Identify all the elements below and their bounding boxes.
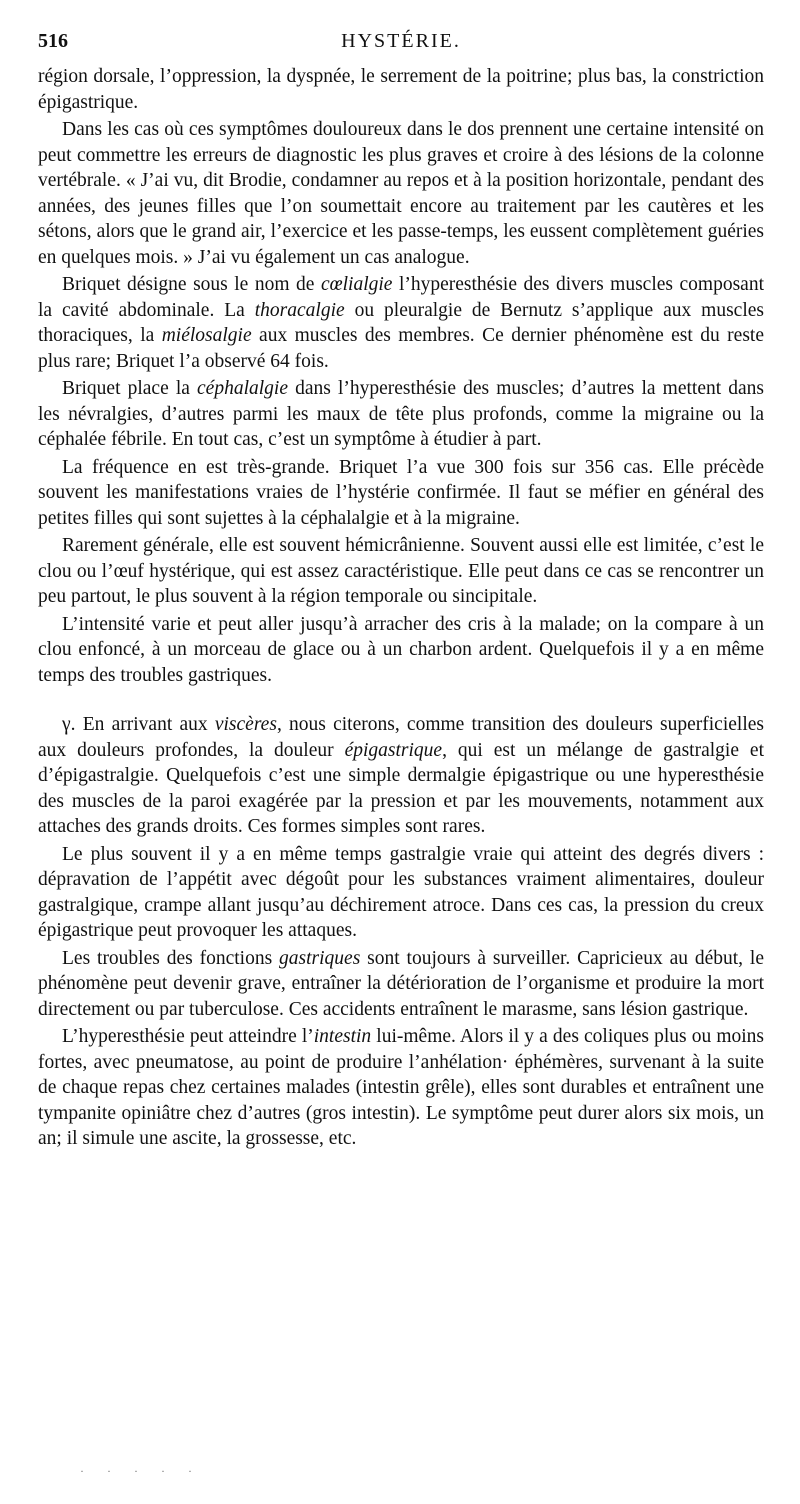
- paragraph: L’intensité varie et peut aller jusqu’à arracher des cris à la malade; on la compare à un clou enfoncé, à un morceau de glace ou à un charbon ardent. Quelquefois il y a en même temps des troubles gastriques.: [38, 613, 764, 686]
- paragraph: Briquet désigne sous le nom de cœlialgie l’hyperesthésie des divers muscles composant la cavité abdominale. La thoracalgie ou pleuralgie de Bernutz s’applique aux muscles thoraciques, la miélosalgie aux muscles des membres. Ce dernier phénomène est du reste plus rare; Briquet l’a observé 64 fois.: [38, 274, 764, 372]
- running-title: HYSTÉRIE.: [341, 30, 461, 52]
- paragraph: Briquet place la céphalalgie dans l’hyperesthésie des muscles; d’autres la mettent dans les névralgies, d’autres parmi les maux de tête plus profonds, comme la migraine ou la céphalée fébrile. En tout cas, c’est un symptôme à étudier à part.: [38, 378, 764, 450]
- paragraph: Les troubles des fonctions gastriques sont toujours à surveiller. Capricieux au début, le phénomène peut devenir grave, entraîner la détérioration de l’organisme et produire la mort directement ou par tuberculose. Ces accidents entraînent le marasme, sans lésion gastrique.: [38, 947, 764, 1020]
- section-gamma-paragraph: γ. En arrivant aux viscères, nous citerons, comme transition des douleurs superficielles aux douleurs profondes, la douleur épigastrique, qui est un mélange de gastralgie et d’épigastralgie. Quelquefois c’est une simple dermalgie épigastrique ou une hyperesthésie des muscles de la paroi exagérée par la pression et par les mouvements, notamment aux attaches des grands droits. Ces formes simples sont rares.: [38, 714, 764, 837]
- page-header: [38, 30, 764, 60]
- page-number: 516: [38, 30, 68, 52]
- scan-specks-decoration: · · · · ·: [80, 1464, 202, 1478]
- italic-term: viscères: [214, 714, 277, 735]
- italic-term: céphalalgie: [197, 378, 288, 399]
- paragraph: Le plus souvent il y a en même temps gastralgie vraie qui atteint des degrés divers : dépravation de l’appétit avec dégoût pour les substances vraiment alimentaires, douleur gastralgique, crampe allant jusqu’au déchirement atroce. Dans ces cas, la pression du creux épigastrique peut provoquer les attaques.: [38, 843, 764, 941]
- paragraph: L’hyperesthésie peut atteindre l’intestin lui-même. Alors il y a des coliques plus ou moins fortes, avec pneumatose, au point de produire l’anhélation· éphémères, survenant à la suite de chaque repas chez certaines malades (intestin grêle), elles sont durables et entraînent une tympanite opiniâtre chez d’autres (gros intestin). Le symptôme peut durer alors six mois, un an; il simule une ascite, la grossesse, etc.: [38, 1026, 764, 1149]
- italic-term: miélosalgie: [161, 325, 252, 346]
- body-text: [38, 64, 764, 1154]
- paragraph: Rarement générale, elle est souvent hémicrânienne. Souvent aussi elle est limitée, c’est le clou ou l’œuf hystérique, qui est assez caractéristique. Elle peut dans ce cas se rencontrer un peu partout, le plus souvent à la région temporale ou sincipitale.: [38, 535, 764, 607]
- paragraph: région dorsale, l’oppression, la dyspnée, le serrement de la poitrine; plus bas, la constriction épigastrique.: [38, 66, 764, 113]
- italic-term: épigastrique: [344, 739, 443, 761]
- paragraph: Dans les cas où ces symptômes douloureux dans le dos prennent une certaine intensité on peut commettre les erreurs de diagnostic les plus graves et croire à des lésions de la colonne vertébrale. « J’ai vu, dit Brodie, condamner au repos et à la position horizontale, pendant des années, des jeunes filles que l’on soumettait encore au traitement par les cautères et les sétons, alors que le grand air, l’exercice et les passe-temps, les eussent complètement guéries en quelques mois. » J’ai vu également un cas analogue.: [38, 119, 764, 268]
- italic-term: thoracalgie: [254, 299, 345, 321]
- italic-term: gastriques: [279, 947, 361, 969]
- italic-term: cœlialgie: [320, 274, 393, 295]
- paragraph: La fréquence en est très-grande. Briquet l’a vue 300 fois sur 356 cas. Elle précède souvent les manifestations vraies de l’hystérie confirmée. Il faut se méfier en général des petites filles qui sont sujettes à la céphalalgie et à la migraine.: [38, 456, 764, 529]
- italic-term: intestin: [313, 1026, 372, 1047]
